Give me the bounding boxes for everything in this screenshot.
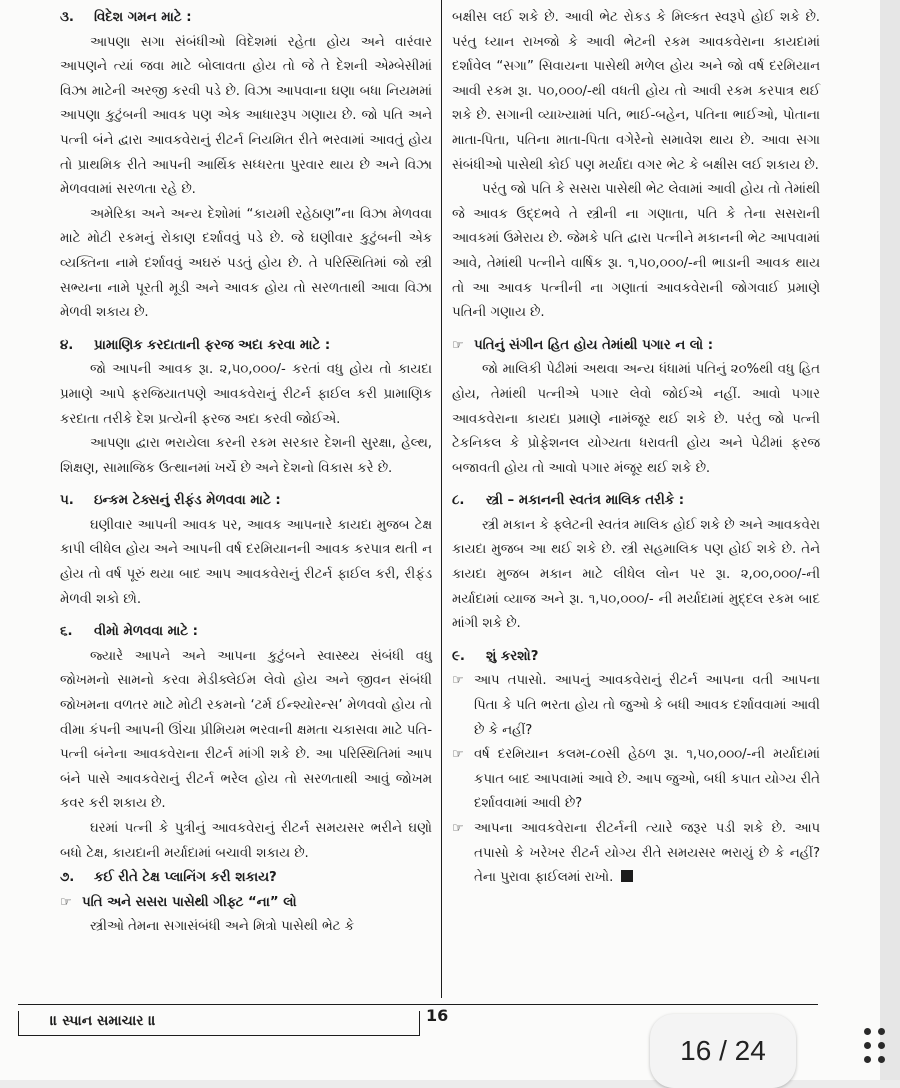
paragraph: જ્યારે આપને અને આપના કુટુંબને સ્વાસ્થ્ય સંબંધી વધુ જોખમનો સામનો કરવા મેડીક્લેઈમ લેવો હોય અને જીવન સંબંધી જોખમના વળતર માટે મોટી રકમનો ‘ટર્મ ઈન્શ્યોરન્સ’ મેળવવો હોય તો વીમા કંપની આપની ઊંચા પ્રીમિયમ ભરવાની ક્ષમતા ચકાસવા માટે પતિ-પત્ની બંનેના આવકવેરાના રીટર્ન માંગી શકે છે. આ પરિસ્થિતિમાં આપ બંને પાસે આવકવેરાનું રીટર્ન ભરેલ હોય તો સરળતાથી આવું જોખમ કવર કરી શકાય છે. xyxy=(60,648,432,812)
bullet-item: ☞ વર્ષ દરમિયાન કલમ-૮૦સી હેઠળ રૂા. ૧,૫૦,૦૦૦/-ની મર્યાદામાં કપાત બાદ આપવામાં આવે છે. આપ જુઓ, બધી કપાત યોગ્ય રીતે દર્શાવવામાં આવી છે? xyxy=(452,743,820,817)
paragraph: અમેરિકા અને અન્ય દેશોમાં “કાયમી રહેઠાણ”ના વિઝા મેળવવા માટે મોટી રકમનું રોકાણ દર્શાવવું પડે છે. જે ઘણીવાર કુટુંબની એક વ્યક્તિના નામે દર્શાવવું અઘરું પડતું હોય છે. તે પરિસ્થિતિમાં જો સ્ત્રી સભ્યના નામે પૂરતી મૂડી અને આવક હોય તો સરળતાથી આવા વિઝા મેળવી શકાય છે. xyxy=(60,206,432,321)
paragraph: સ્ત્રીઓ તેમના સગાસંબંધી અને મિત્રો પાસેથી ભેટ કે xyxy=(90,919,354,935)
section-heading: ૬. વીમો મેળવવા માટે : xyxy=(60,624,198,640)
section-heading: ૯. શું કરશો? xyxy=(452,648,539,664)
pointing-hand-icon: ☞ xyxy=(452,821,464,836)
left-column xyxy=(60,6,432,940)
paragraph: આપણા દ્વારા ભરાયેલા કરની રકમ સરકાર દેશની સુરક્ષા, હેલ્થ, શિક્ષણ, સામાજિક ઉત્થાનમાં ખર્ચે છે અને દેશનો વિકાસ કરે છે. xyxy=(60,436,432,476)
paragraph: સ્ત્રી મકાન કે ફ્લેટની સ્વતંત્ર માલિક હોઈ શકે છે અને આવકવેરા કાયદા મુજબ આ થઈ શકે છે. સ્ત્રી સહમાલિક પણ હોઈ શકે છે. તેને કાયદા મુજબ મકાન માટે લીધેલ લોન પર રૂા. ૨,૦૦,૦૦૦/-ની મર્યાદામાં વ્યાજ અને રૂા. ૧,૫૦,૦૦૦/- ની મર્યાદામાં મુદ્દલ રકમ બાદ માંગી શકે છે. xyxy=(452,517,820,632)
pointing-hand-icon: ☞ xyxy=(60,894,72,910)
paragraph: બક્ષીસ લઈ શકે છે. આવી ભેટ રોકડ કે મિલ્કત સ્વરૂપે હોઈ શકે છે. પરંતુ ધ્યાન રાખજો કે આવી ભેટની રકમ આવકવેરાના કાયદામાં દર્શાવેલ “સગા” સિવાયના પાસેથી મળેલ હોય અને જો વર્ષ દરમિયાન આવી રકમ રૂા. ૫૦,૦૦૦/-થી વધતી હોય તો આવી રકમ કરપાત્ર થઈ શકે છે. સગાની વ્યાખ્યામાં પતિ, ભાઈ-બહેન, પતિના ભાઈઓ, પોતાના માતા-પિતા, પતિના માતા-પિતા વગેરેનો સમાવેશ થાય છે. આવા સગા સંબંધીઓ પાસેથી કોઈ પણ મર્યાદા વગર ભેટ કે બક્ષીસ લઈ શકાય છે. xyxy=(452,10,820,173)
right-column xyxy=(452,6,820,891)
paragraph: ઘરમાં પત્ની કે પુત્રીનું આવકવેરાનું રીટર્ન સમયસર ભરીને ઘણો બધો ટેક્ષ, કાયદાની મર્યાદામાં બચાવી શકાય છે. xyxy=(60,821,432,861)
pointing-hand-icon: ☞ xyxy=(452,747,464,763)
paragraph: જો માલિકી પેઢીમાં અથવા અન્ય ધંધામાં પતિનું ૨૦%થી વધુ હિત હોય, તેમાંથી પત્નીએ પગાર લેવો જોઈએ નહીં. આવો પગાર આવકવેરાના કાયદા પ્રમાણે નામંજૂર થઈ શકે છે. પરંતુ જો પત્ની ટેકનિકલ કે પ્રોફેશનલ યોગ્યતા ધરાવતી હોય અને પેઢીમાં ફરજ બજાવતી હોય તો આવો પગાર મંજૂર થઈ શકે છે. xyxy=(452,362,820,476)
paragraph: ઘણીવાર આપની આવક પર, આવક આપનારે કાયદા મુજબ ટેક્ષ કાપી લીધેલ હોય અને આપની વર્ષ દરમિયાનની આવક કરપાત્ર થતી ન હોય તો વર્ષ પૂરું થયા બાદ આપ આવકવેરાનું રીટર્ન ફાઈલ કરી, રીફંડ મેળવી શકો છો. xyxy=(60,517,432,607)
printed-page-number: 16 xyxy=(426,1006,449,1025)
paragraph: જો આપની આવક રૂા. ૨,૫૦,૦૦૦/- કરતાં વધુ હોય તો કાયદા પ્રમાણે આપે ફરજિયાતપણે આવકવેરાનું રીટર્ન ફાઈલ કરી પ્રામાણિક કરદાતા તરીકે દેશ પ્રત્યેની ફરજ અદા કરવી જોઈએ. xyxy=(60,362,432,427)
bullet-heading: ☞ પતિનું સંગીન હિત હોય તેમાંથી પગાર ન લો : xyxy=(452,334,820,359)
pointing-hand-icon: ☞ xyxy=(452,337,464,353)
section-heading: ૪. પ્રામાણિક કરદાતાની ફરજ અદા કરવા માટે : xyxy=(60,337,331,353)
paragraph: આપણા સગા સંબંધીઓ વિદેશમાં રહેતા હોય અને વારંવાર આપણને ત્યાં જવા માટે બોલાવતા હોય તો જે તે દેશની એમ્બેસીમાં વિઝા માટેની અરજી કરવી પડે છે. વિઝા આપવાના ઘણા બધા નિયમમાં આપણા કુટુંબની આવક પણ એક આધારરૂપ ગણાય છે. જો પતિ અને પત્ની બંને દ્વારા આવકવેરાનું રીટર્ન નિયમિત રીતે ભરવામાં આવતું હોય તો પ્રાથમિક રીતે આપની આર્થિક સધ્ધરતા પુરવાર થાય છે અને વિઝા મેળવવામાં સરળતા રહે છે. xyxy=(60,34,432,198)
column-divider xyxy=(441,0,442,998)
paragraph: પરંતુ જો પતિ કે સસરા પાસેથી ભેટ લેવામાં આવી હોય તો તેમાંથી જે આવક ઉદ્દભવે તે સ્ત્રીની ના ગણાતા, પતિ કે તેના સસરાની આવકમાં ઉમેરાય છે. જેમકે પતિ દ્વારા પત્નીને મકાનની ભેટ આપવામાં આવે, તેમાંથી પત્નીને વાર્ષિક રૂા. ૧,૫૦,૦૦૦/-ની ભાડાની આવક થાય તો આ આવક પત્નીની ના ગણાતાં આવકવેરાની જોગવાઈ પ્રમાણે પતિની ગણાય છે. xyxy=(452,182,820,321)
section-heading: ૮. સ્ત્રી – મકાનની સ્વતંત્ર માલિક તરીકે : xyxy=(452,493,685,509)
bullet-item: ☞ આપ તપાસો. આપનું આવકવેરાનું રીટર્ન આપના વતી આપના પિતા કે પતિ ભરતા હોય તો જુઓ કે બધી આવક દર્શાવવામાં આવી છે કે નહીં? xyxy=(452,669,820,743)
section-heading: ૭. કઈ રીતે ટેક્ષ પ્લાનિંગ કરી શકાય? xyxy=(60,870,277,886)
grid-dots-icon[interactable] xyxy=(864,1028,892,1078)
publication-name: ॥ સ્પાન સમાચાર ॥ xyxy=(50,1013,156,1029)
bullet-heading: ☞ પતિ અને સસરા પાસેથી ગીફ્ટ “ના” લો xyxy=(60,891,432,916)
end-mark-icon xyxy=(621,870,633,882)
bullet-item: ☞ આપના આવકવેરાના રીટર્નની ત્યારે જરૂર પડી શકે છે. આપ તપાસો કે ખરેખર રીટર્ન યોગ્ય રીતે સમયસર ભરાયું છે કે નહીં? તેના પુરાવા ફાઈલમાં રાખો. xyxy=(452,817,820,891)
viewer-edge xyxy=(880,0,900,1080)
page-indicator[interactable]: 16 / 24 xyxy=(650,1014,796,1088)
section-heading: ૫. ઇન્કમ ટેક્સનું રીફંડ મેળવવા માટે : xyxy=(60,493,281,509)
section-heading: ૩. વિદેશ ગમન માટે : xyxy=(60,10,192,25)
pointing-hand-icon: ☞ xyxy=(452,673,464,689)
